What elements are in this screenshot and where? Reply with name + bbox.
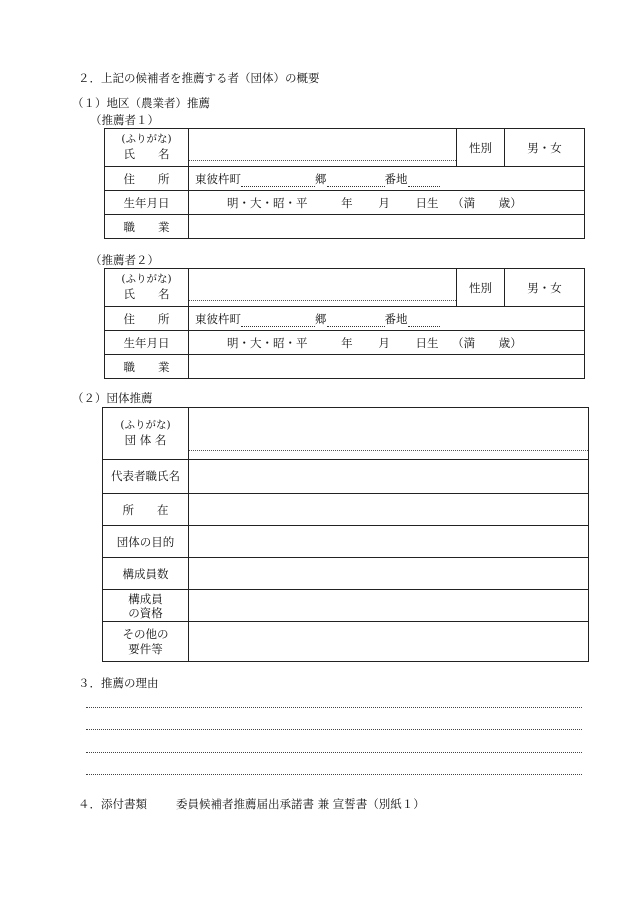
other-requirements-line-2: 要件等 [128, 641, 163, 656]
reason-line-4[interactable] [86, 774, 582, 775]
group-name-input-cell[interactable] [189, 408, 589, 460]
member-qualification-input-cell[interactable] [189, 590, 589, 622]
member-qualification-label-cell [103, 590, 189, 622]
member-qualification-line-1: 構成員 [128, 591, 163, 606]
birthdate-label: 生年月日 [105, 191, 189, 215]
year-label: 年 [341, 335, 353, 350]
address-label: 住 所 [105, 307, 189, 331]
representative-input-cell[interactable] [189, 460, 589, 494]
other-requirements-line-1: その他の [122, 626, 169, 641]
name-input-cell[interactable] [189, 129, 457, 167]
name-label: 氏 名 [123, 147, 170, 161]
age-open: （満 [452, 335, 476, 350]
birthdate-input-cell[interactable] [189, 331, 585, 355]
age-close: 歳） [498, 335, 522, 350]
month-label: 月 [378, 335, 390, 350]
location-label: 所 在 [103, 494, 189, 526]
gender-label: 性別 [457, 269, 505, 307]
section-4-content: 委員候補者推薦届出承諾書 兼 宣誓書（別紙１） [176, 797, 425, 811]
address-go: 郷 [315, 311, 327, 326]
address-field-1[interactable] [241, 313, 315, 327]
name-label: 氏 名 [123, 287, 170, 301]
era-options[interactable]: 明・大・昭・平 [227, 195, 308, 210]
purpose-label: 団体の目的 [103, 526, 189, 558]
address-input-cell[interactable] [189, 307, 585, 331]
gender-options[interactable]: 男・女 [505, 269, 585, 307]
gender-options[interactable]: 男・女 [505, 129, 585, 167]
member-count-label: 構成員数 [103, 558, 189, 590]
group-table [102, 407, 589, 662]
section-2-title: ２．上記の候補者を推薦する者（団体）の概要 [78, 71, 320, 85]
reason-line-2[interactable] [86, 729, 582, 730]
age-open: （満 [452, 195, 476, 210]
recommender-1-table [104, 128, 585, 239]
furigana-label: (ふりがな) [121, 133, 172, 145]
address-field-2[interactable] [327, 173, 385, 187]
group-name-label-cell [103, 408, 189, 460]
address-field-1[interactable] [241, 173, 315, 187]
recommender-2-title: （推薦者２） [90, 253, 159, 267]
occupation-input-cell[interactable] [189, 355, 585, 379]
recommender-2-table [104, 268, 585, 379]
member-count-input-cell[interactable] [189, 558, 589, 590]
address-banchi: 番地 [384, 171, 408, 186]
occupation-label: 職 業 [105, 355, 189, 379]
birthdate-input-cell[interactable] [189, 191, 585, 215]
section-3-title: ３．推薦の理由 [78, 676, 159, 690]
furigana-label: (ふりがな) [121, 273, 172, 285]
section-2-1-title: （１）地区（農業者）推薦 [72, 96, 210, 110]
occupation-label: 職 業 [105, 215, 189, 239]
address-go: 郷 [315, 171, 327, 186]
section-2-2-title: （２）団体推薦 [72, 391, 153, 405]
reason-line-1[interactable] [86, 707, 582, 708]
gender-label: 性別 [457, 129, 505, 167]
address-label: 住 所 [105, 167, 189, 191]
era-options[interactable]: 明・大・昭・平 [227, 335, 308, 350]
address-field-3[interactable] [408, 313, 440, 327]
name-label-cell [105, 129, 189, 167]
address-field-3[interactable] [408, 173, 440, 187]
month-label: 月 [378, 195, 390, 210]
address-prefix: 東彼杵町 [195, 171, 241, 186]
age-close: 歳） [498, 195, 522, 210]
other-requirements-label-cell [103, 622, 189, 662]
birthdate-label: 生年月日 [105, 331, 189, 355]
address-prefix: 東彼杵町 [195, 311, 241, 326]
representative-label: 代表者職氏名 [103, 460, 189, 494]
section-4-title: ４．添付書類 [78, 797, 147, 811]
recommender-1-title: （推薦者１） [90, 113, 159, 127]
reason-line-3[interactable] [86, 752, 582, 753]
address-field-2[interactable] [327, 313, 385, 327]
day-label: 日生 [415, 195, 439, 210]
member-qualification-line-2: の資格 [128, 605, 163, 620]
name-input-cell[interactable] [189, 269, 457, 307]
name-label-cell [105, 269, 189, 307]
address-banchi: 番地 [384, 311, 408, 326]
other-requirements-input-cell[interactable] [189, 622, 589, 662]
year-label: 年 [341, 195, 353, 210]
occupation-input-cell[interactable] [189, 215, 585, 239]
group-name-label: 団 体 名 [124, 433, 167, 447]
address-input-cell[interactable] [189, 167, 585, 191]
furigana-label: (ふりがな) [120, 419, 171, 431]
purpose-input-cell[interactable] [189, 526, 589, 558]
day-label: 日生 [415, 335, 439, 350]
location-input-cell[interactable] [189, 494, 589, 526]
